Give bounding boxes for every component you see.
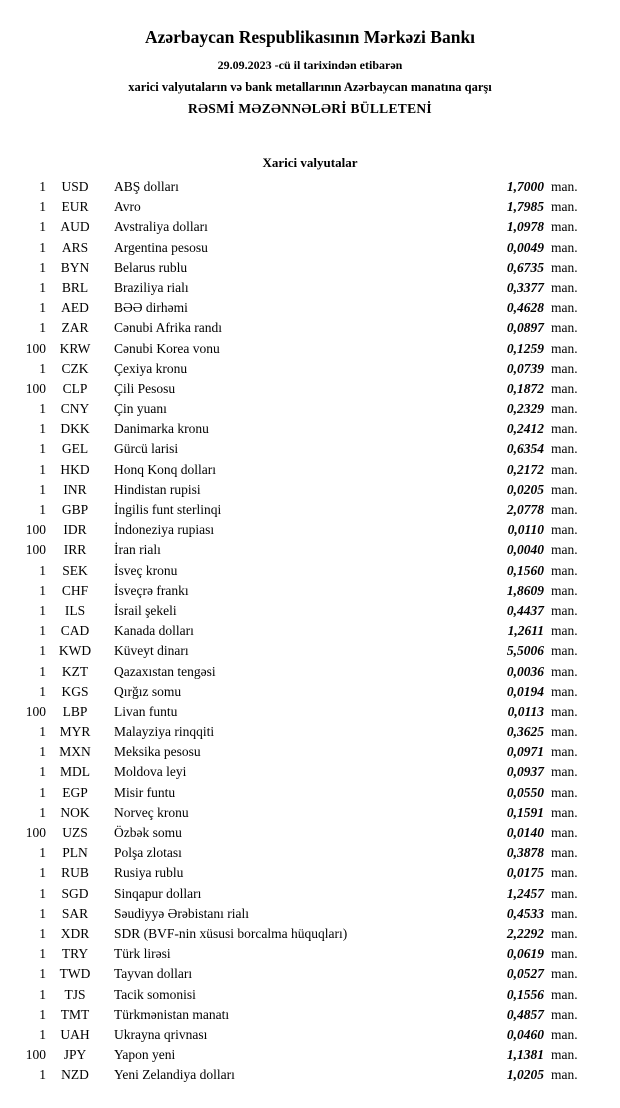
name-cell: İsveç kronu xyxy=(114,562,178,578)
currency-row xyxy=(0,623,620,643)
qty-cell: 1 xyxy=(39,481,46,497)
unit-cell: man. xyxy=(551,239,578,255)
currency-row xyxy=(0,966,620,986)
qty-cell: 1 xyxy=(39,360,46,376)
qty-cell: 100 xyxy=(25,1047,46,1063)
currency-row xyxy=(0,704,620,724)
code-cell: SAR xyxy=(61,905,89,921)
qty-cell: 100 xyxy=(25,522,46,538)
name-cell: Livan funtu xyxy=(114,703,178,719)
currency-row xyxy=(0,260,620,280)
currency-row xyxy=(0,219,620,239)
bulletin-header xyxy=(0,26,620,118)
rate-cell: 0,1591 xyxy=(506,804,544,820)
qty-cell: 1 xyxy=(39,804,46,820)
unit-cell: man. xyxy=(551,340,578,356)
currency-row xyxy=(0,724,620,744)
code-cell: AED xyxy=(61,300,89,316)
qty-cell: 1 xyxy=(39,986,46,1002)
code-cell: ZAR xyxy=(61,320,89,336)
name-cell: Moldova leyi xyxy=(114,764,187,780)
name-cell: BƏƏ dirhəmi xyxy=(114,300,188,316)
name-cell: Yapon yeni xyxy=(114,1047,176,1063)
unit-cell: man. xyxy=(551,179,578,194)
qty-cell: 1 xyxy=(39,643,46,659)
rate-cell: 2,0778 xyxy=(506,502,544,517)
name-cell: Sinqapur dolları xyxy=(114,885,202,901)
unit-cell: man. xyxy=(551,219,578,235)
currency-row xyxy=(0,684,620,704)
qty-cell: 1 xyxy=(39,421,46,437)
rate-cell: 0,6735 xyxy=(506,259,544,275)
code-cell: CLP xyxy=(62,380,88,396)
name-cell: Polşa zlotası xyxy=(114,845,182,861)
name-cell: Özbək somu xyxy=(114,825,182,840)
currency-row xyxy=(0,906,620,926)
rate-cell: 0,0140 xyxy=(506,825,544,840)
code-cell: TRY xyxy=(61,946,89,962)
rate-cell: 0,0971 xyxy=(506,744,544,760)
unit-cell: man. xyxy=(551,724,578,740)
currency-row xyxy=(0,542,620,562)
qty-cell: 1 xyxy=(39,623,46,639)
code-cell: RUB xyxy=(61,865,89,881)
qty-cell: 1 xyxy=(39,441,46,457)
code-cell: MYR xyxy=(59,724,91,740)
qty-cell: 1 xyxy=(39,219,46,235)
name-cell: Çin yuanı xyxy=(114,401,167,417)
name-cell: Qırğız somu xyxy=(114,683,182,699)
currency-row xyxy=(0,341,620,361)
unit-cell: man. xyxy=(551,885,578,901)
qty-cell: 100 xyxy=(25,703,46,719)
code-cell: IRR xyxy=(63,542,87,558)
unit-cell: man. xyxy=(551,905,578,921)
name-cell: Argentina pesosu xyxy=(114,239,208,255)
unit-cell: man. xyxy=(551,825,578,840)
name-cell: SDR (BVF-nin xüsusi borcalma hüquqları) xyxy=(114,925,348,941)
name-cell: Rusiya rublu xyxy=(114,865,184,881)
code-cell: INR xyxy=(63,481,87,497)
code-cell: USD xyxy=(61,179,89,194)
code-cell: SGD xyxy=(61,885,89,901)
code-cell: BYN xyxy=(60,259,90,275)
unit-cell: man. xyxy=(551,1047,578,1063)
currency-row xyxy=(0,785,620,805)
qty-cell: 1 xyxy=(39,865,46,881)
currency-row xyxy=(0,300,620,320)
rate-cell: 0,4437 xyxy=(506,602,544,618)
name-cell: Cənubi Korea vonu xyxy=(114,340,220,356)
name-cell: Tacik somonisi xyxy=(114,986,196,1002)
name-cell: Türkmənistan manatı xyxy=(114,1006,230,1022)
rate-cell: 5,5006 xyxy=(506,643,544,659)
rate-cell: 1,7985 xyxy=(506,199,544,215)
currency-row xyxy=(0,886,620,906)
name-cell: Belarus rublu xyxy=(114,259,188,275)
code-cell: EUR xyxy=(61,199,89,215)
code-cell: KZT xyxy=(61,663,89,679)
unit-cell: man. xyxy=(551,441,578,457)
code-cell: UAH xyxy=(60,1026,90,1042)
rate-cell: 0,2172 xyxy=(506,461,544,477)
rate-cell: 0,0937 xyxy=(506,764,544,780)
name-cell: Çexiya kronu xyxy=(114,360,188,376)
rate-cell: 2,2292 xyxy=(506,925,544,941)
name-cell: Avro xyxy=(114,199,141,215)
unit-cell: man. xyxy=(551,380,578,396)
rate-cell: 0,0036 xyxy=(506,663,544,679)
name-cell: Çili Pesosu xyxy=(114,380,176,396)
unit-cell: man. xyxy=(551,279,578,295)
code-cell: GBP xyxy=(61,502,89,517)
currency-row xyxy=(0,1027,620,1047)
currency-row xyxy=(0,764,620,784)
name-cell: İsveçrə frankı xyxy=(114,582,189,598)
rate-cell: 0,0175 xyxy=(506,865,544,881)
qty-cell: 1 xyxy=(39,562,46,578)
qty-cell: 1 xyxy=(39,1006,46,1022)
name-cell: Cənubi Afrika randı xyxy=(114,320,222,336)
currency-row xyxy=(0,664,620,684)
code-cell: TWD xyxy=(59,966,91,982)
qty-cell: 1 xyxy=(39,179,46,194)
qty-cell: 1 xyxy=(39,946,46,962)
currency-row xyxy=(0,1047,620,1067)
bank-title: Azərbaycan Respublikasının Mərkəzi Bankı xyxy=(144,27,476,47)
currency-row xyxy=(0,381,620,401)
name-cell: Ukrayna qrivnası xyxy=(114,1026,208,1042)
name-cell: Misir funtu xyxy=(114,784,176,800)
currency-row xyxy=(0,179,620,199)
currency-row xyxy=(0,482,620,502)
unit-cell: man. xyxy=(551,623,578,639)
qty-cell: 1 xyxy=(39,199,46,215)
code-cell: HKD xyxy=(60,461,90,477)
qty-cell: 1 xyxy=(39,502,46,517)
unit-cell: man. xyxy=(551,804,578,820)
qty-cell: 1 xyxy=(39,885,46,901)
unit-cell: man. xyxy=(551,199,578,215)
qty-cell: 1 xyxy=(39,905,46,921)
name-cell: Kanada dolları xyxy=(114,623,194,639)
code-cell: KWD xyxy=(58,643,92,659)
currency-row xyxy=(0,865,620,885)
rate-cell: 0,1556 xyxy=(506,986,544,1002)
unit-cell: man. xyxy=(551,946,578,962)
qty-cell: 1 xyxy=(39,602,46,618)
effective-date-line: 29.09.2023 -cü il tarixindən etibarən xyxy=(217,58,403,72)
code-cell: CHF xyxy=(61,582,89,598)
code-cell: KGS xyxy=(61,683,89,699)
name-cell: İngilis funt sterlinqi xyxy=(114,502,222,517)
currency-row xyxy=(0,421,620,441)
unit-cell: man. xyxy=(551,461,578,477)
currency-row xyxy=(0,987,620,1007)
code-cell: MXN xyxy=(59,744,91,760)
unit-cell: man. xyxy=(551,259,578,275)
name-cell: İndoneziya rupiası xyxy=(114,522,215,538)
rate-cell: 0,4533 xyxy=(506,905,544,921)
code-cell: MDL xyxy=(60,764,90,780)
qty-cell: 1 xyxy=(39,724,46,740)
code-cell: ARS xyxy=(61,239,89,255)
unit-cell: man. xyxy=(551,562,578,578)
unit-cell: man. xyxy=(551,764,578,780)
currency-row xyxy=(0,583,620,603)
code-cell: UZS xyxy=(62,825,88,840)
name-cell: Səudiyyə Ərəbistanı rialı xyxy=(114,905,249,921)
currency-row xyxy=(0,643,620,663)
currency-row xyxy=(0,744,620,764)
rate-cell: 0,0897 xyxy=(506,320,544,336)
currency-row xyxy=(0,199,620,219)
qty-cell: 1 xyxy=(39,461,46,477)
rate-cell: 0,3625 xyxy=(506,724,544,740)
name-cell: Honq Konq dolları xyxy=(114,461,216,477)
bulletin-subtitle-1: xarici valyutaların və bank metallarının Azərbaycan manatına qarşı xyxy=(128,80,492,94)
qty-cell: 1 xyxy=(39,582,46,598)
rate-cell: 0,4628 xyxy=(506,300,544,316)
rate-cell: 1,8609 xyxy=(506,582,544,598)
bulletin-subtitle-2: RƏSMİ MƏZƏNNƏLƏRİ BÜLLETENİ xyxy=(187,101,432,116)
code-cell: DKK xyxy=(60,421,90,437)
currency-row xyxy=(0,280,620,300)
unit-cell: man. xyxy=(551,300,578,316)
unit-cell: man. xyxy=(551,703,578,719)
name-cell: Meksika pesosu xyxy=(114,744,201,760)
code-cell: TMT xyxy=(60,1006,90,1022)
rate-cell: 0,6354 xyxy=(506,441,544,457)
unit-cell: man. xyxy=(551,401,578,417)
qty-cell: 1 xyxy=(39,744,46,760)
rate-cell: 0,2412 xyxy=(506,421,544,437)
currency-row xyxy=(0,1007,620,1027)
code-cell: AUD xyxy=(60,219,90,235)
code-cell: ILS xyxy=(64,602,86,618)
unit-cell: man. xyxy=(551,663,578,679)
rate-cell: 0,0205 xyxy=(506,481,544,497)
unit-cell: man. xyxy=(551,1006,578,1022)
rate-cell: 1,7000 xyxy=(506,179,544,194)
unit-cell: man. xyxy=(551,845,578,861)
code-cell: CNY xyxy=(60,401,90,417)
currency-row xyxy=(0,401,620,421)
name-cell: ABŞ dolları xyxy=(114,179,179,194)
qty-cell: 100 xyxy=(25,380,46,396)
currency-row xyxy=(0,1067,620,1087)
rate-cell: 0,0527 xyxy=(506,966,544,982)
rate-cell: 0,0040 xyxy=(506,542,544,558)
rate-cell: 0,0110 xyxy=(507,522,544,538)
unit-cell: man. xyxy=(551,360,578,376)
currency-row xyxy=(0,441,620,461)
unit-cell: man. xyxy=(551,602,578,618)
code-cell: KRW xyxy=(59,340,91,356)
currency-row xyxy=(0,825,620,845)
rate-cell: 0,0194 xyxy=(506,683,544,699)
qty-cell: 1 xyxy=(39,259,46,275)
code-cell: JPY xyxy=(63,1047,87,1063)
code-cell: BRL xyxy=(61,279,89,295)
rate-cell: 0,0739 xyxy=(506,360,544,376)
name-cell: Avstraliya dolları xyxy=(114,219,208,235)
rate-cell: 0,0550 xyxy=(506,784,544,800)
qty-cell: 1 xyxy=(39,683,46,699)
unit-cell: man. xyxy=(551,966,578,982)
name-cell: Malayziya rinqqiti xyxy=(114,724,215,740)
code-cell: IDR xyxy=(63,522,87,538)
code-cell: XDR xyxy=(60,925,90,941)
qty-cell: 1 xyxy=(39,279,46,295)
code-cell: EGP xyxy=(62,784,88,800)
unit-cell: man. xyxy=(551,502,578,517)
rate-cell: 1,2611 xyxy=(507,623,544,639)
unit-cell: man. xyxy=(551,643,578,659)
code-cell: TJS xyxy=(64,986,86,1002)
currency-row xyxy=(0,563,620,583)
unit-cell: man. xyxy=(551,421,578,437)
rate-cell: 0,0113 xyxy=(507,703,544,719)
unit-cell: man. xyxy=(551,1026,578,1042)
name-cell: Küveyt dinarı xyxy=(114,643,189,659)
unit-cell: man. xyxy=(551,925,578,941)
currency-row xyxy=(0,805,620,825)
currency-row xyxy=(0,522,620,542)
rate-cell: 1,2457 xyxy=(506,885,544,901)
currency-row xyxy=(0,946,620,966)
name-cell: Türk lirəsi xyxy=(114,946,171,962)
rate-cell: 0,3377 xyxy=(506,279,544,295)
name-cell: Braziliya rialı xyxy=(114,279,189,295)
currency-row xyxy=(0,462,620,482)
section-title-foreign-currencies: Xarici valyutalar xyxy=(262,155,358,170)
unit-cell: man. xyxy=(551,582,578,598)
rate-cell: 0,1259 xyxy=(506,340,544,356)
code-cell: SEK xyxy=(62,562,88,578)
rate-cell: 0,0619 xyxy=(506,946,544,962)
qty-cell: 1 xyxy=(39,784,46,800)
qty-cell: 1 xyxy=(39,1067,46,1083)
rate-cell: 0,1560 xyxy=(506,562,544,578)
name-cell: İsrail şekeli xyxy=(114,602,177,618)
unit-cell: man. xyxy=(551,542,578,558)
currency-row xyxy=(0,361,620,381)
qty-cell: 1 xyxy=(39,320,46,336)
qty-cell: 1 xyxy=(39,845,46,861)
unit-cell: man. xyxy=(551,683,578,699)
code-cell: NZD xyxy=(61,1067,89,1083)
currency-row xyxy=(0,603,620,623)
rate-cell: 0,0049 xyxy=(506,239,544,255)
rate-cell: 0,0460 xyxy=(506,1026,544,1042)
code-cell: NOK xyxy=(60,804,90,820)
unit-cell: man. xyxy=(551,744,578,760)
name-cell: Gürcü larisi xyxy=(114,441,179,457)
name-cell: Hindistan rupisi xyxy=(114,481,201,497)
currency-row xyxy=(0,926,620,946)
code-cell: CAD xyxy=(60,623,90,639)
rate-cell: 1,1381 xyxy=(506,1047,544,1063)
qty-cell: 100 xyxy=(25,825,46,840)
rate-cell: 0,2329 xyxy=(506,401,544,417)
qty-cell: 1 xyxy=(39,925,46,941)
unit-cell: man. xyxy=(551,865,578,881)
code-cell: GEL xyxy=(61,441,89,457)
qty-cell: 1 xyxy=(39,764,46,780)
qty-cell: 1 xyxy=(39,239,46,255)
rate-cell: 0,4857 xyxy=(506,1006,544,1022)
qty-cell: 1 xyxy=(39,663,46,679)
name-cell: Qazaxıstan tengəsi xyxy=(114,663,216,679)
qty-cell: 1 xyxy=(39,300,46,316)
unit-cell: man. xyxy=(551,481,578,497)
name-cell: Yeni Zelandiya dolları xyxy=(114,1067,235,1083)
unit-cell: man. xyxy=(551,1067,578,1083)
qty-cell: 1 xyxy=(39,1026,46,1042)
code-cell: CZK xyxy=(61,360,89,376)
rate-cell: 1,0978 xyxy=(506,219,544,235)
currency-row xyxy=(0,320,620,340)
qty-cell: 1 xyxy=(39,401,46,417)
name-cell: Danimarka kronu xyxy=(114,421,209,437)
currency-row xyxy=(0,240,620,260)
code-cell: LBP xyxy=(62,703,88,719)
name-cell: Norveç kronu xyxy=(114,804,189,820)
qty-cell: 1 xyxy=(39,966,46,982)
currency-row xyxy=(0,845,620,865)
unit-cell: man. xyxy=(551,320,578,336)
currency-row xyxy=(0,502,620,522)
code-cell: PLN xyxy=(62,845,88,861)
name-cell: Tayvan dolları xyxy=(114,966,193,982)
rate-cell: 0,3878 xyxy=(506,845,544,861)
unit-cell: man. xyxy=(551,522,578,538)
unit-cell: man. xyxy=(551,784,578,800)
rate-cell: 0,1872 xyxy=(506,380,544,396)
unit-cell: man. xyxy=(551,986,578,1002)
qty-cell: 100 xyxy=(25,542,46,558)
rate-cell: 1,0205 xyxy=(506,1067,544,1083)
qty-cell: 100 xyxy=(25,340,46,356)
currency-table xyxy=(0,179,620,1087)
name-cell: İran rialı xyxy=(114,542,161,558)
